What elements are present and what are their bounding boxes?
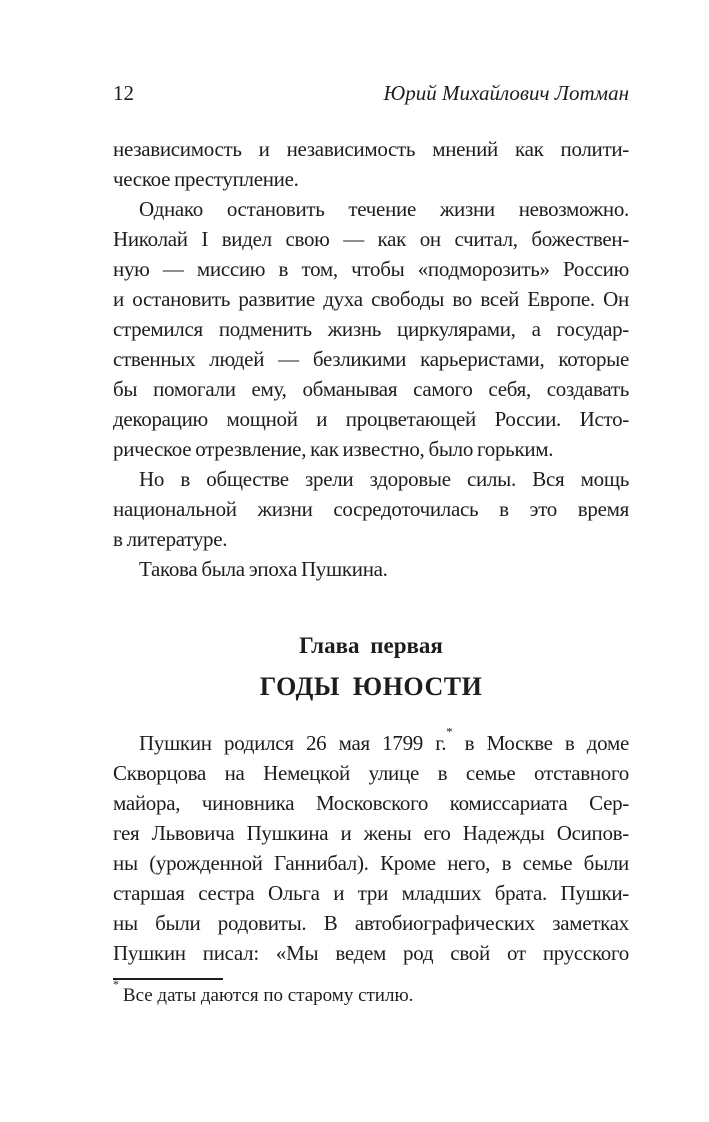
running-header-author: Юрий Михайлович Лотман [383, 81, 629, 105]
text-line: ческое преступление. [113, 167, 299, 191]
footnote-text [113, 977, 629, 1009]
page-content [113, 0, 629, 1009]
body-text-top [113, 134, 629, 584]
text-line: Пушкин писал: «Мы ведем род свой от прусского [113, 941, 629, 965]
text-line: бы помогали ему, обманывая самого себя, создавать [113, 377, 629, 401]
text-line: ны (урожденной Ганнибал). Кроме него, в семье были [113, 851, 629, 875]
text-line: Но в обществе зрели здоровые силы. Вся мощь [139, 467, 629, 491]
text-line: Такова была эпоха Пушкина. [139, 557, 388, 581]
text-line: Николай I видел свою — как он считал, божествен- [113, 227, 629, 251]
text-line: и остановить развитие духа свободы во всей Европе. Он [113, 287, 629, 311]
paragraph [113, 134, 629, 194]
text-line: майора, чиновника Московского комиссариата Сер- [113, 791, 629, 815]
text-line: декорацию мощной и процветающей России. Исто- [113, 407, 629, 431]
text-line: независимость и независимость мнений как полити- [113, 137, 629, 161]
text-segment: Пушкин родился 26 мая 1799 г. [139, 731, 447, 755]
footnote-reference-marker: * [446, 728, 453, 739]
text-line: в литературе. [113, 527, 228, 551]
footnote-divider [113, 978, 223, 980]
footnote-body: Все даты даются по старому стилю. [122, 985, 414, 1006]
paragraph [113, 464, 629, 554]
paragraph [113, 194, 629, 464]
text-line: ную — миссию в том, чтобы «подморозить» Россию [113, 257, 629, 281]
body-text-chapter [113, 728, 629, 968]
page-number: 12 [113, 81, 134, 105]
running-header [113, 82, 629, 104]
paragraph [113, 554, 629, 584]
text-line: ны были родовиты. В автобиографических заметках [113, 911, 629, 935]
footnote-marker: * [113, 977, 119, 991]
text-line: рическое отрезвление, как известно, было горьким. [113, 437, 554, 461]
text-line: ственных людей — безликими карьеристами, которые [113, 347, 629, 371]
text-line: Однако остановить течение жизни невозможно. [139, 197, 629, 221]
chapter-kicker: Глава первая [299, 633, 443, 658]
footnote [113, 978, 629, 1009]
text-segment: в Москве в доме [452, 731, 629, 755]
paragraph [113, 728, 629, 968]
text-line [113, 728, 629, 758]
text-line: гея Львовича Пушкина и жены его Надежды Осипов- [113, 821, 629, 845]
chapter-title: ГОДЫ ЮНОСТИ [259, 672, 483, 701]
text-line: национальной жизни сосредоточилась в это время [113, 497, 629, 521]
text-line: старшая сестра Ольга и три младших брата. Пушки- [113, 881, 629, 905]
text-line: стремился подменить жизнь циркулярами, а государ- [113, 317, 629, 341]
text-line: Скворцова на Немецкой улице в семье отставного [113, 761, 629, 785]
